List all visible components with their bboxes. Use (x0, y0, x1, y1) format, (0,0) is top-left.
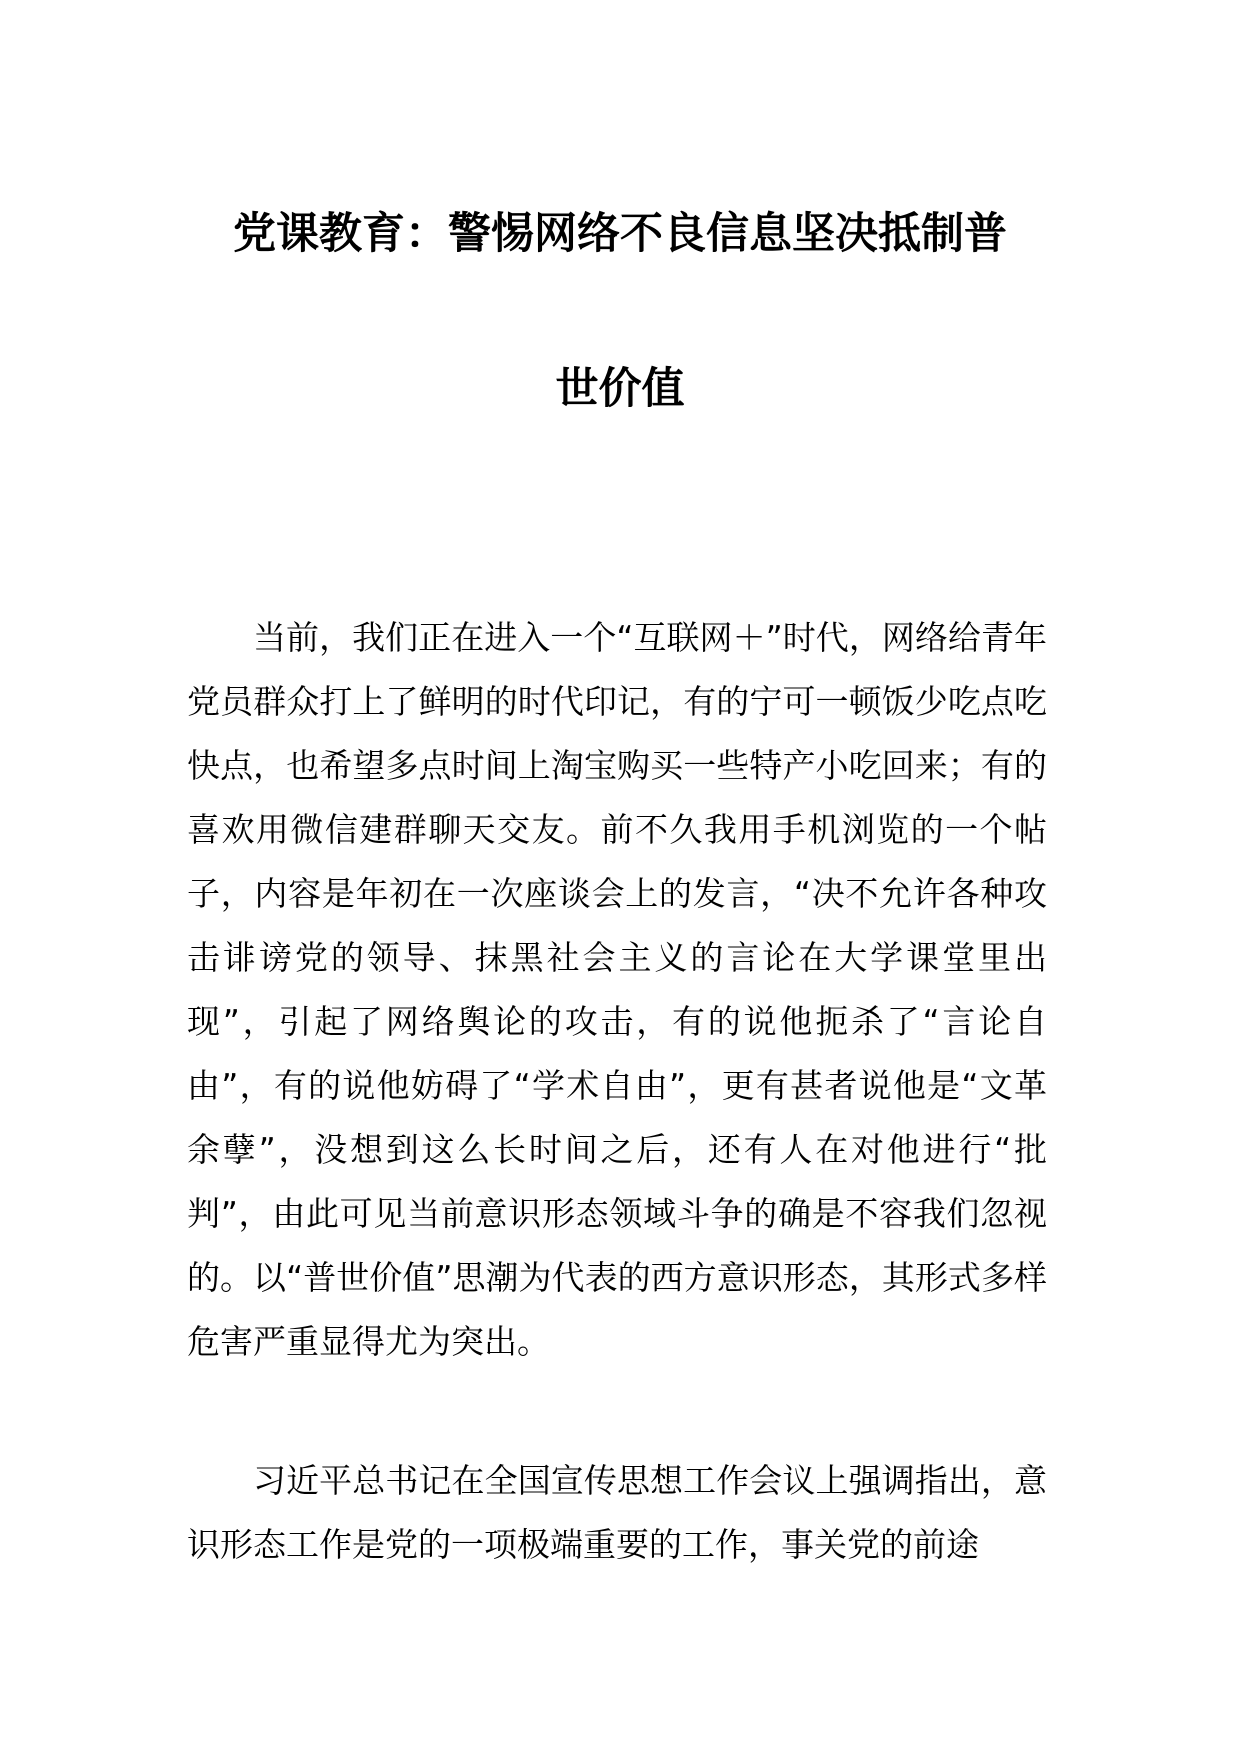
document-title-line-2: 世价值 (555, 364, 685, 414)
body-paragraph-2: 习近平总书记在全国宣传思想工作会议上强调指出，意识形态工作是党的一项极端重要的工作，事关党的前途 (187, 1461, 1047, 1564)
body-paragraph-1: 当前，我们正在进入一个“互联网＋”时代，网络给青年党员群众打上了鲜明的时代印记，有的宁可一顿饭少吃点吃快点，也希望多点时间上淘宝购买一些特产小吃回来；有的喜欢用微信建群聊天交友。前不久我用手机浏览的一个帖子，内容是年初在一次座谈会上的发言，“决不允许各种攻击诽谤党的领导、抹黑社会主义的言论在大学课堂里出现”，引起了网络舆论的攻击，有的说他扼杀了“言论自由”，有的说他妨碍了“学术自由”，更有甚者说他是“文革余孽”，没想到这么长时间之后，还有人在对他进行“批判”，由此可见当前意识形态领域斗争的确是不容我们忽视的。以“普世价值”思潮为代表的西方意识形态，其形式多样危害严重显得尤为突出。 (187, 618, 1047, 1361)
document-title-line-1: 党课教育：警惕网络不良信息坚决抵制普 (233, 209, 1007, 259)
